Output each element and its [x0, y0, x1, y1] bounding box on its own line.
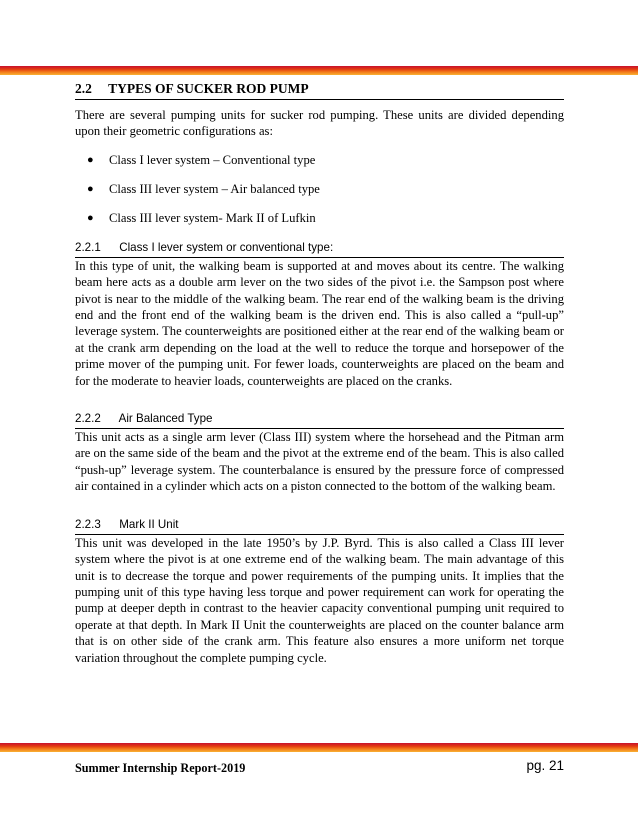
section-number: 2.2	[75, 81, 92, 96]
footer-report-title: Summer Internship Report-2019	[75, 761, 246, 775]
page-number: pg. 21	[526, 758, 564, 773]
bullet-icon: ●	[87, 153, 94, 166]
subsection-title: Class I lever system or conventional type:	[119, 240, 334, 254]
subsection-number: 2.2.2	[75, 412, 101, 426]
intro-paragraph: There are several pumping units for sucker rod pumping. These units are divided depending upon their geometric configurations as:	[75, 108, 564, 139]
list-item-text: Class III lever system- Mark II of Lufkin	[109, 210, 316, 225]
list-item	[87, 152, 564, 168]
list-item	[87, 210, 564, 226]
section-title: TYPES OF SUCKER ROD PUMP	[108, 81, 309, 96]
bullet-icon: ●	[87, 182, 94, 195]
subsection-heading	[75, 517, 564, 535]
subsection-air-balanced	[75, 411, 564, 495]
subsection-conventional	[75, 240, 564, 389]
footer-color-band	[0, 743, 638, 752]
bullet-icon: ●	[87, 211, 94, 224]
subsection-body: This unit acts as a single arm lever (Class III) system where the horsehead and the Pitman arm are on the same side of the beam and the pivot at the extreme end of the beam. This is also called “push-up” leverage system. The counterbalance is ensured by the pressure force of compressed air contained in a cylinder which acts on a piston connected to the bottom of the walking beam.	[75, 430, 564, 494]
subsection-number: 2.2.1	[75, 240, 101, 254]
page-content	[75, 78, 564, 666]
list-item-text: Class III lever system – Air balanced type	[109, 181, 320, 196]
list-item	[87, 181, 564, 197]
header-color-band	[0, 66, 638, 75]
pump-types-list	[75, 152, 564, 226]
section-heading	[75, 78, 564, 100]
list-item-text: Class I lever system – Conventional type	[109, 152, 316, 167]
subsection-heading	[75, 411, 564, 429]
subsection-title: Mark II Unit	[119, 517, 179, 531]
subsection-body: In this type of unit, the walking beam is supported at and moves about its centre. The walking beam here acts as a double arm lever on the two sides of the pivot i.e. the Sampson post where pivot is near to the middle of the walking beam. The rear end of the walking beam is the driving end and the front end of the walking beam is the driven end. This is also called a “pull-up” leverage system. The counterweights are positioned either at the rear end of the walking beam or at the crank arm depending on the load at the well to reduce the torque and horsepower of the prime mover of the pumping unit. For fewer loads, counterweights are placed on the beam and for the moderate to heavier loads, counterweights are placed on the cranks.	[75, 258, 564, 388]
subsection-number: 2.2.3	[75, 517, 101, 531]
page-footer	[75, 758, 564, 778]
subsection-body: This unit was developed in the late 1950’s by J.P. Byrd. This is also called a Class III lever system where the pivot is at one extreme end of the walking beam. The main advantage of this unit is to decrease the torque and power requirements of the pumping units. It implies that the pumping unit of this type having less torque and power requirement can work for operating the pump at deeper depth in contrast to the heavier capacity conventional pumping unit required to operate at that depth. In Mark II Unit the counterweights are placed on the counter balance arm that is on other side of the crank arm. This feature also ensures a more uniform net torque variation throughout the complete pumping cycle.	[75, 535, 564, 665]
subsection-heading	[75, 240, 564, 258]
subsection-title: Air Balanced Type	[118, 412, 213, 426]
subsection-mark-ii	[75, 517, 564, 666]
